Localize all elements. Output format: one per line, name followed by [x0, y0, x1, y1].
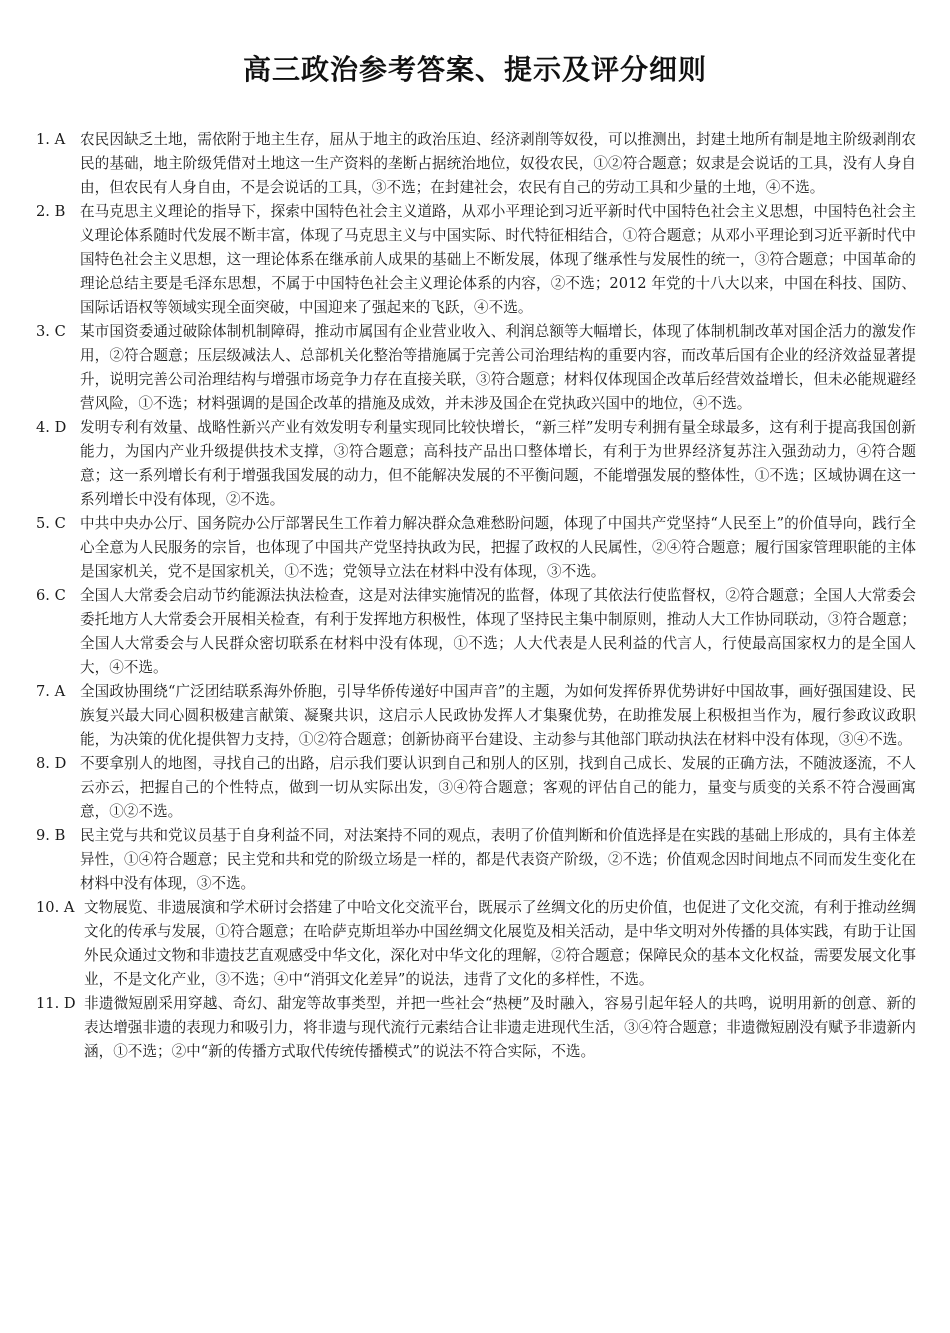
answer-number: 6. C	[36, 587, 66, 604]
answer-item-2	[36, 200, 916, 320]
answer-item-4	[36, 416, 916, 512]
answer-number: 11. D	[36, 995, 76, 1012]
answer-item-7	[36, 680, 916, 752]
answer-number: 7. A	[36, 683, 66, 700]
answer-item-5	[36, 512, 916, 584]
answer-number: 1. A	[36, 131, 66, 148]
answer-explanation: 全国人大常委会启动节约能源法执法检查，这是对法律实施情况的监督，体现了其依法行使监督权，②符合题意；全国人大常委会委托地方人大常委会开展相关检查，有利于发挥地方积极性，体现了坚持民主集中制原则，推动人大工作协同联动，③符合题意；全国人大常委会与人民群众密切联系在材料中没有体现，①不选；人大代表是人民利益的代言人，行使最高国家权力的是全国人大，④不选。	[80, 587, 916, 676]
answer-number: 8. D	[36, 755, 67, 772]
answer-item-1	[36, 128, 916, 200]
answer-explanation: 不要拿别人的地图，寻找自己的出路，启示我们要认识到自己和别人的区别，找到自己成长、发展的正确方法，不随波逐流，不人云亦云，把握自己的个性特点，做到一切从实际出发，③④符合题意；客观的评估自己的能力，量变与质变的关系不符合漫画寓意，①②不选。	[80, 755, 916, 820]
answer-item-9	[36, 824, 916, 896]
answer-number: 3. C	[36, 323, 66, 340]
answer-number: 5. C	[36, 515, 66, 532]
answer-number: 9. B	[36, 827, 66, 844]
answer-explanation: 发明专利有效量、战略性新兴产业有效发明专利量实现同比较快增长，“新三样”发明专利拥有量全球最多，这有利于提高我国创新能力，为国内产业升级提供技术支撑，③符合题意；高科技产品出口整体增长，有利于为世界经济复苏注入强劲动力，④符合题意；这一系列增长有利于增强我国发展的动力，但不能解决发展的不平衡问题，不能增强发展的整体性，①不选；区域协调在这一系列增长中没有体现，②不选。	[80, 419, 916, 508]
answer-explanation: 农民因缺乏土地，需依附于地主生存，屈从于地主的政治压迫、经济剥削等奴役，可以推测出，封建土地所有制是地主阶级剥削农民的基础，地主阶级凭借对土地这一生产资料的垄断占据统治地位，奴役农民，①②符合题意；奴隶是会说话的工具，没有人身自由，但农民有人身自由，不是会说话的工具，③不选；在封建社会，农民有自己的劳动工具和少量的土地，④不选。	[80, 131, 916, 196]
answer-explanation: 民主党与共和党议员基于自身利益不同，对法案持不同的观点，表明了价值判断和价值选择是在实践的基础上形成的，具有主体差异性，①④符合题意；民主党和共和党的阶级立场是一样的，都是代表资产阶级，②不选；价值观念因时间地点不同而发生变化在材料中没有体现，③不选。	[80, 827, 916, 892]
answer-number: 2. B	[36, 203, 66, 220]
answer-explanation: 中共中央办公厅、国务院办公厅部署民生工作着力解决群众急难愁盼问题，体现了中国共产党坚持“人民至上”的价值导向，践行全心全意为人民服务的宗旨，也体现了中国共产党坚持执政为民，把握了政权的人民属性，②④符合题意；履行国家管理职能的主体是国家机关，党不是国家机关，①不选；党领导立法在材料中没有体现，③不选。	[80, 515, 916, 580]
answer-item-10	[36, 896, 916, 992]
answer-item-3	[36, 320, 916, 416]
answer-item-8	[36, 752, 916, 824]
answer-explanation: 文物展览、非遗展演和学术研讨会搭建了中哈文化交流平台，既展示了丝绸文化的历史价值，也促进了文化交流，有利于推动丝绸文化的传承与发展，①符合题意；在哈萨克斯坦举办中国丝绸文化展览及相关活动，是中华文明对外传播的具体实践，有助于让国外民众通过文物和非遗技艺直观感受中华文化，深化对中华文化的理解，②符合题意；保障民众的基本文化权益，需要发展文化事业，不是文化产业，③不选；④中“消弭文化差异”的说法，违背了文化的多样性，不选。	[84, 899, 916, 988]
answer-explanation: 非遗微短剧采用穿越、奇幻、甜宠等故事类型，并把一些社会“热梗”及时融入，容易引起年轻人的共鸣，说明用新的创意、新的表达增强非遗的表现力和吸引力，将非遗与现代流行元素结合让非遗走进现代生活，③④符合题意；非遗微短剧没有赋予非遗新内涵，①不选；②中“新的传播方式取代传统传播模式”的说法不符合实际，不选。	[84, 995, 916, 1060]
answer-explanation: 某市国资委通过破除体制机制障碍，推动市属国有企业营业收入、利润总额等大幅增长，体现了体制机制改革对国企活力的激发作用，②符合题意；压层级减法人、总部机关化整治等措施属于完善公司治理结构的重要内容，而改革后国有企业的经济效益显著提升，说明完善公司治理结构与增强市场竞争力存在直接关联，③符合题意；材料仅体现国企改革后经营效益增长，但未必能规避经营风险，①不选；材料强调的是国企改革的措施及成效，并未涉及国企在党执政兴国中的地位，④不选。	[80, 323, 916, 412]
answer-item-11	[36, 992, 916, 1064]
page-title: 高三政治参考答案、提示及评分细则	[242, 53, 707, 86]
answer-explanation: 全国政协围绕“广泛团结联系海外侨胞，引导华侨传递好中国声音”的主题，为如何发挥侨界优势讲好中国故事，画好强国建设、民族复兴最大同心圆积极建言献策、凝聚共识，这启示人民政协发挥人才集聚优势，在助推发展上积极担当作为，履行参政议政职能，为决策的优化提供智力支持，①②符合题意；创新协商平台建设、主动参与其他部门联动执法在材料中没有体现，③④不选。	[80, 683, 916, 748]
answer-number: 4. D	[36, 419, 67, 436]
answer-item-6	[36, 584, 916, 680]
answer-list	[36, 128, 916, 1064]
answer-explanation: 在马克思主义理论的指导下，探索中国特色社会主义道路，从邓小平理论到习近平新时代中国特色社会主义思想，中国特色社会主义理论体系随时代发展不断丰富，体现了马克思主义与中国实际、时代特征相结合，①符合题意；从邓小平理论到习近平新时代中国特色社会主义思想，这一理论体系在继承前人成果的基础上不断发展，体现了继承性与发展性的统一，③符合题意；中国革命的理论总结主要是毛泽东思想，不属于中国特色社会主义理论体系的内容，②不选；2012 年党的十八大以来，中国在科技、国防、国际话语权等领域实现全面突破，中国迎来了强起来的飞跃，④不选。	[80, 203, 916, 316]
answer-number: 10. A	[36, 899, 75, 916]
